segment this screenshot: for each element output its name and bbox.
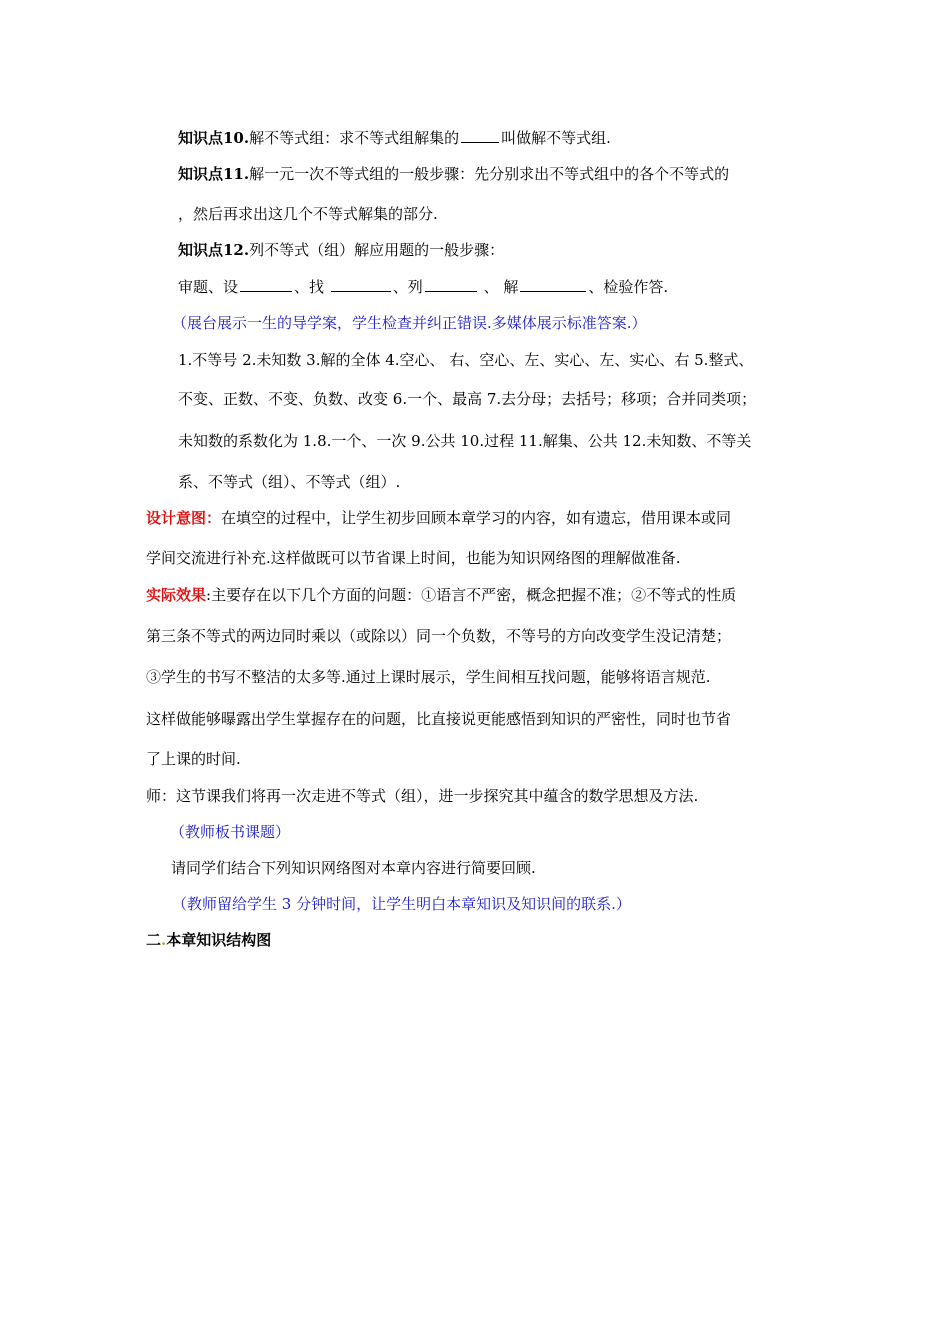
kp10-text-b: 叫做解不等式组. bbox=[501, 129, 611, 147]
design-intent bbox=[0, 508, 950, 528]
steps-blank-1 bbox=[240, 277, 292, 292]
section-heading bbox=[0, 930, 950, 950]
steps-blank-4 bbox=[520, 277, 586, 292]
note-time: （教师留给学生 3 分钟时间，让学生明白本章知识及知识间的联系.） bbox=[172, 895, 631, 913]
effect-text-1: :主要存在以下几个方面的问题：①语言不严密，概念把握不准；②不等式的性质 bbox=[206, 586, 737, 604]
answers-line-3: 未知数的系数化为 1.8.一个、一次 9.公共 10.过程 11.解集、公共 12.未知数、不等关 bbox=[178, 432, 752, 450]
design-intent-label: 设计意图： bbox=[146, 509, 222, 527]
kp11-text-a: 解一元一次不等 bbox=[249, 165, 355, 183]
answers-line-1: 1.不等号 2.未知数 3.解的全体 4.空心、 右、空心、左、实心、左、实心、右 5.整式、 bbox=[178, 351, 754, 369]
review-instruction: 请同学们结合下列知识网络图对本章内容进行简要回顾. bbox=[171, 859, 536, 877]
kp10-text-a: 解不等式组：求不等式组解集的 bbox=[249, 129, 460, 147]
steps-blank-2 bbox=[331, 277, 391, 292]
design-intent-line-2: 学间交流进行补充.这样做既可以节省课上时间，也能为知识网络图的理解做准备. bbox=[146, 549, 681, 567]
design-text-b: 章学习的内容，如有遗忘，借用课本或同 bbox=[461, 509, 732, 527]
actual-effect-label: 实际效果 bbox=[146, 586, 207, 604]
knowledge-point-12 bbox=[0, 240, 950, 260]
knowledge-point-11 bbox=[0, 164, 950, 184]
steps-text-a: 审题、设 bbox=[178, 278, 239, 296]
section-dot: . bbox=[161, 931, 167, 949]
note-teacher-title: （教师板书课题） bbox=[170, 823, 291, 841]
steps-text-e: 、检验作答. bbox=[588, 278, 669, 296]
knowledge-point-10 bbox=[0, 128, 950, 148]
kp11-label: 知识点11. bbox=[178, 165, 250, 183]
steps-blank-3 bbox=[425, 277, 477, 292]
kp12-text: 列不等式（组）解应用题的一般步骤： bbox=[249, 241, 505, 259]
effect-line-3: ③学生的书写不整洁的太多等.通过上课时展示，学生间相互找问题，能够将语言规范. bbox=[146, 668, 711, 686]
teacher-remark: 师：这节课我们将再一次走进不等式（组），进一步探究其中蕴含的数学思想及方法. bbox=[146, 787, 699, 805]
section-title: 本章知识结构图 bbox=[166, 931, 272, 949]
answers-line-2: 不变、正数、不变、负数、改变 6.一个、最高 7.去分母；去括号；移项；合并同类项； bbox=[178, 390, 757, 408]
effect-line-5: 了上课的时间. bbox=[146, 750, 241, 768]
kp12-label: 知识点12. bbox=[178, 241, 250, 259]
kp10-label: 知识点10. bbox=[178, 129, 250, 147]
steps-text-c: 、列 bbox=[392, 278, 423, 296]
kp11-text-b: 式组的一般步骤：先分别求出不等式组中的各个不等式的 bbox=[354, 165, 730, 183]
note-display: （展台展示一生的导学案，学生检查并纠正错误.多媒体展示标准答案.） bbox=[172, 314, 647, 332]
kp10-blank bbox=[461, 128, 499, 143]
steps-text-d: 、 解 bbox=[478, 278, 519, 296]
effect-line-4: 这样做能够曝露出学生掌握存在的问题，比直接说更能感悟到知识的严密性，同时也节省 bbox=[146, 710, 732, 728]
effect-line-2: 第三条不等式的两边同时乘以（或除以）同一个负数，不等号的方向改变学生没记清楚； bbox=[146, 627, 732, 645]
answers-line-4: 系、不等式（组）、不等式（组）. bbox=[178, 473, 401, 491]
section-number: 二 bbox=[146, 931, 162, 949]
kp11-continuation: ，然后再求出这几个不等式解集的部分. bbox=[178, 205, 438, 223]
steps-text-b: 、找 bbox=[294, 278, 329, 296]
actual-effect bbox=[0, 585, 950, 605]
design-text-a: 在填空的过程中，让学生初步回顾本 bbox=[221, 509, 462, 527]
solution-steps bbox=[0, 277, 950, 297]
